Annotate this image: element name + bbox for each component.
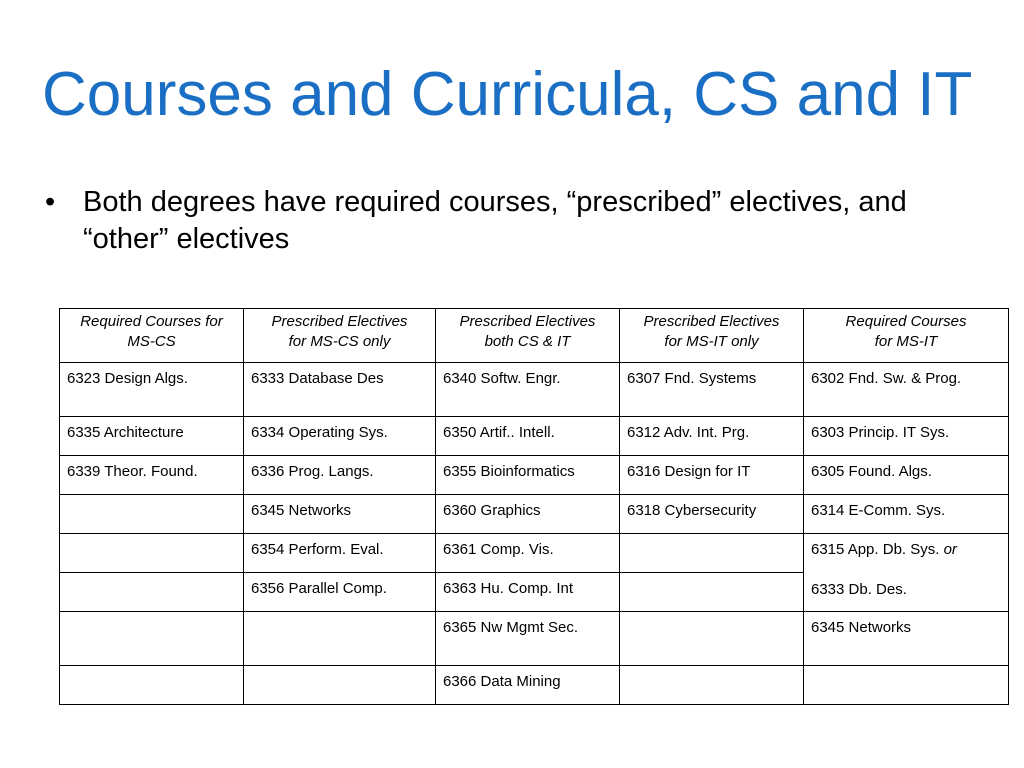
table-row [60,495,1009,534]
header-prescribed-both: Prescribed Electives both CS & IT [436,309,620,363]
merged-cell-line2: 6333 Db. Des. [811,581,907,598]
table-cell [620,612,804,666]
table-cell [620,534,804,573]
table-cell [60,612,244,666]
table-cell: 6334 Operating Sys. [244,417,436,456]
table-cell: 6356 Parallel Comp. [244,573,436,612]
bullet-dot-icon: • [45,186,56,218]
table-cell: 6307 Fnd. Systems [620,363,804,417]
table-cell: 6335 Architecture [60,417,244,456]
table-cell: 6340 Softw. Engr. [436,363,620,417]
table-cell [620,666,804,705]
table-cell [60,495,244,534]
slide-title: Courses and Curricula, CS and IT [42,60,973,129]
bullet-item [45,184,995,258]
table-cell: 6333 Database Des [244,363,436,417]
bullet-list [45,184,995,258]
table-cell: 6363 Hu. Comp. Int [436,573,620,612]
table-row [60,612,1009,666]
table-cell [60,666,244,705]
table-cell [60,573,244,612]
table-row [60,666,1009,705]
table-cell [620,573,804,612]
table-row [60,456,1009,495]
table-cell: 6305 Found. Algs. [804,456,1009,495]
table-cell [244,666,436,705]
courses-table [59,308,1009,705]
merged-cell-or: or [943,541,957,558]
header-prescribed-ms-cs-only: Prescribed Electives for MS-CS only [244,309,436,363]
table-row [60,417,1009,456]
table-cell: 6361 Comp. Vis. [436,534,620,573]
table-cell: 6303 Princip. IT Sys. [804,417,1009,456]
table-cell: 6323 Design Algs. [60,363,244,417]
table-cell: 6302 Fnd. Sw. & Prog. [804,363,1009,417]
table-cell: 6354 Perform. Eval. [244,534,436,573]
table-cell: 6318 Cybersecurity [620,495,804,534]
table-row [60,363,1009,417]
table-header-row [60,309,1009,363]
header-required-ms-it: Required Courses for MS-IT [804,309,1009,363]
table-cell: 6365 Nw Mgmt Sec. [436,612,620,666]
header-prescribed-ms-it-only: Prescribed Electives for MS-IT only [620,309,804,363]
table-cell: 6336 Prog. Langs. [244,456,436,495]
table-cell: 6312 Adv. Int. Prg. [620,417,804,456]
merged-cell-db-courses [804,534,1009,612]
table-cell [804,666,1009,705]
table-cell: 6360 Graphics [436,495,620,534]
bullet-text: Both degrees have required courses, “prescribed” electives, and “other” electives [83,186,907,255]
table-cell [244,612,436,666]
table-cell: 6355 Bioinformatics [436,456,620,495]
table-cell: 6345 Networks [804,612,1009,666]
table-cell [60,534,244,573]
table-row [60,534,1009,573]
table-cell: 6314 E-Comm. Sys. [804,495,1009,534]
table-cell: 6366 Data Mining [436,666,620,705]
table-cell: 6316 Design for IT [620,456,804,495]
table-cell: 6350 Artif.. Intell. [436,417,620,456]
table-cell: 6339 Theor. Found. [60,456,244,495]
table-cell: 6345 Networks [244,495,436,534]
merged-cell-line1: 6315 App. Db. Sys. [811,541,940,558]
header-required-ms-cs: Required Courses for MS-CS [60,309,244,363]
